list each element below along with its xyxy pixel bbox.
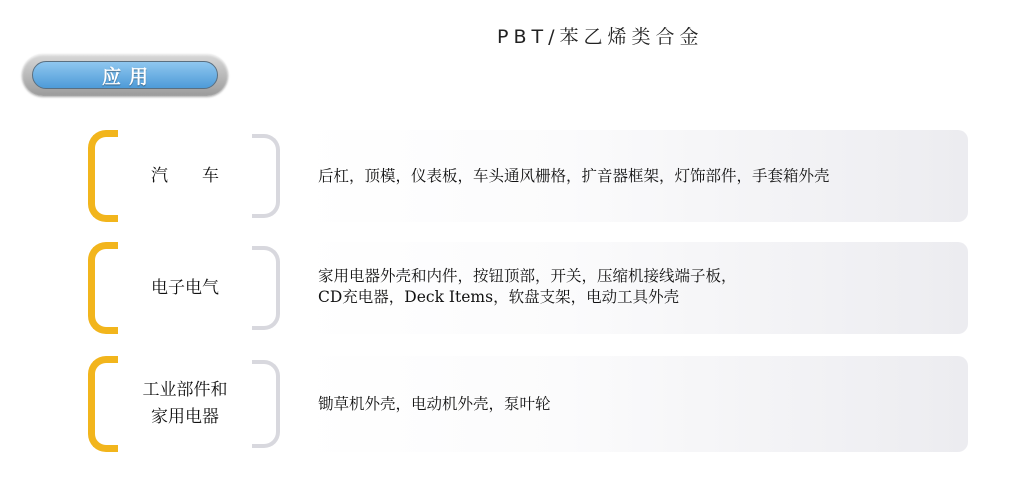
left-bracket-decoration (88, 356, 118, 452)
description-text (318, 130, 958, 222)
description-line: 家用电器外壳和内件，按钮顶部，开关，压缩机接线端子板， (318, 267, 737, 285)
description-text (318, 356, 958, 452)
description-line: 锄草机外壳，电动机外壳，泵叶轮 (318, 394, 551, 413)
application-row-industrial (0, 356, 1018, 452)
right-bracket-decoration (252, 134, 280, 218)
section-badge (22, 54, 228, 96)
section-badge-label: 应用 (101, 65, 156, 88)
application-row-electrical (0, 242, 1018, 334)
section-badge-pill (32, 61, 218, 89)
description-line: CD充电器，Deck Items，软盘支架，电动工具外壳 (318, 288, 680, 306)
category-label: 电子电气 (151, 277, 219, 298)
left-bracket-decoration (88, 130, 118, 222)
right-bracket-decoration (252, 360, 280, 448)
left-bracket-decoration (88, 242, 118, 334)
category-label: 汽 车 (151, 165, 219, 186)
description-text (318, 242, 958, 334)
category-label: 工业部件和 家用电器 (142, 380, 228, 427)
description-line: 后杠，顶模，仪表板，车头通风栅格，扩音器框架，灯饰部件，手套箱外壳 (318, 166, 830, 185)
page-title: PBT/苯乙烯类合金 (497, 26, 704, 48)
right-bracket-decoration (252, 246, 280, 330)
application-row-automotive (0, 130, 1018, 222)
